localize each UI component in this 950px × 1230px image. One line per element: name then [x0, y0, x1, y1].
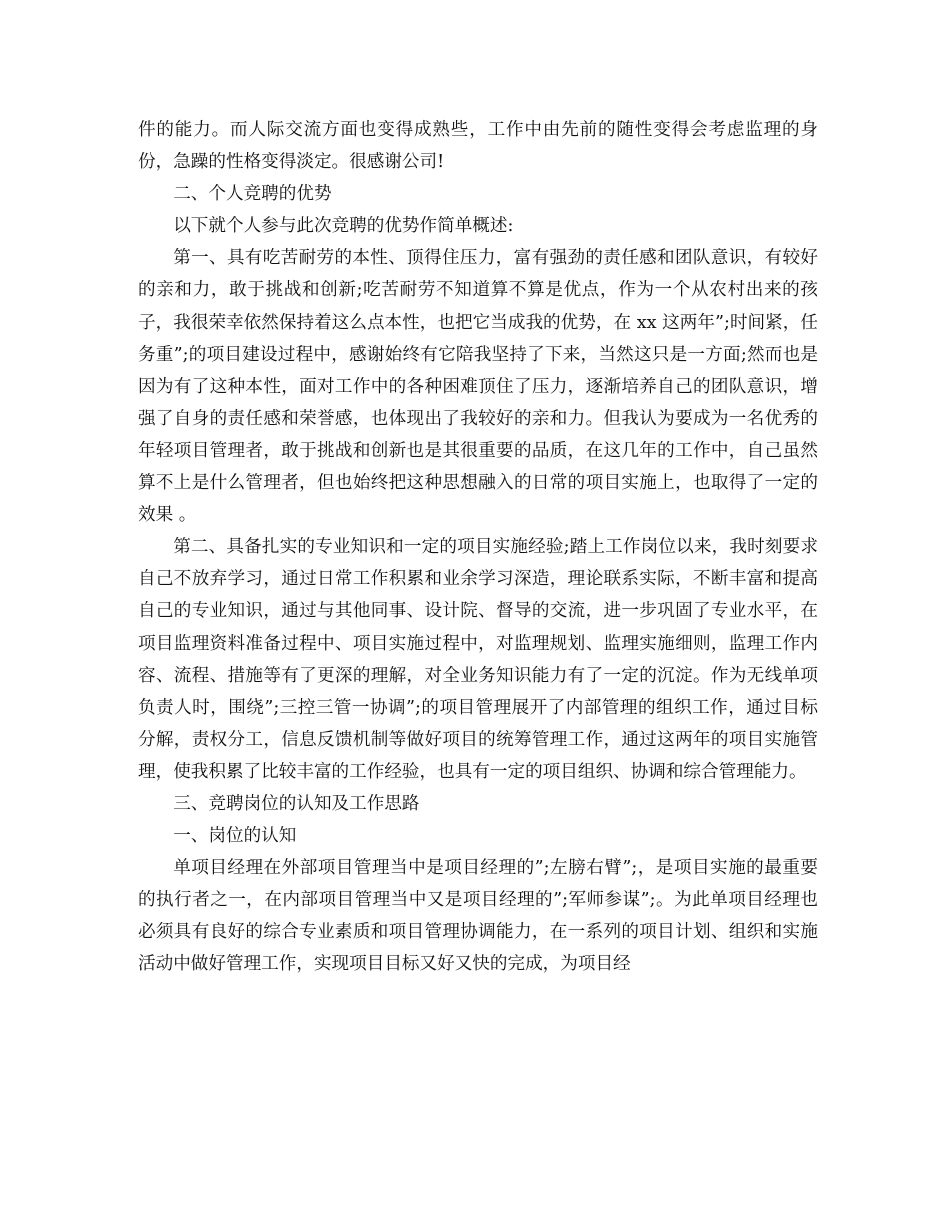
- paragraph-second-advantage: 第二、具备扎实的专业知识和一定的项目实施经验;踏上工作岗位以来，我时刻要求自己不放弃学习，通过日常工作积累和业余学习深造，理论联系实际，不断丰富和提高自己的专业知识，通过与其他同事、设计院、督导的交流，进一步巩固了专业水平，在项目监理资料准备过程中、项目实施过程中，对监理规划、监理实施细则，监理工作内容、流程、措施等有了更深的理解，对全业务知识能力有了一定的沉淀。作为无线单项负责人时，围绕”;三控三管一协调”;的项目管理展开了内部管理的组织工作，通过目标分解，责权分工，信息反馈机制等做好项目的统筹管理工作，通过这两年的项目实施管理，使我积累了比较丰富的工作经验，也具有一定的项目组织、协调和综合管理能力。: [138, 537, 818, 782]
- section-heading-position: 三、竞聘岗位的认知及工作思路: [173, 793, 420, 814]
- paragraph-intro: 以下就个人参与此次竞聘的优势作简单概述:: [173, 216, 514, 237]
- subheading-position-recognition: 一、岗位的认知: [173, 826, 297, 847]
- document-body: [138, 114, 818, 981]
- paragraph-continuation: 件的能力。而人际交流方面也变得成熟些，工作中由先前的随性变得会考虑监理的身份，急躁的性格变得淡定。很感谢公司!: [138, 120, 818, 173]
- section-heading-advantages: 二、个人竞聘的优势: [173, 184, 332, 205]
- paragraph-first-advantage: 第一、具有吃苦耐劳的本性、顶得住压力，富有强劲的责任感和团队意识，有较好的亲和力，敢于挑战和创新;吃苦耐劳不知道算不算是优点，作为一个从农村出来的孩子，我很荣幸依然保持着这么点本性，也把它当成我的优势，在 xx 这两年”;时间紧，任务重”;的项目建设过程中，感谢始终有它陪我坚持了下来，当然这只是一方面;然而也是因为有了这种本性，面对工作中的各种困难顶住了压力，逐渐培养自己的团队意识，增强了自身的责任感和荣誉感，也体现出了我较好的亲和力。但我认为要成为一名优秀的年轻项目管理者，敢于挑战和创新也是其很重要的品质，在这几年的工作中，自己虽然算不上是什么管理者，但也始终把这种思想融入的日常的项目实施上，也取得了一定的效果 。: [138, 248, 818, 526]
- paragraph-position-description: 单项目经理在外部项目管理当中是项目经理的”;左膀右臂”;，是项目实施的最重要的执行者之一，在内部项目管理当中又是项目经理的”;军师参谋”;。为此单项目经理也必须具有良好的综合专业素质和项目管理协调能力，在一系列的项目计划、组织和实施活动中做好管理工作，实现项目目标又好又快的完成，为项目经: [138, 858, 818, 975]
